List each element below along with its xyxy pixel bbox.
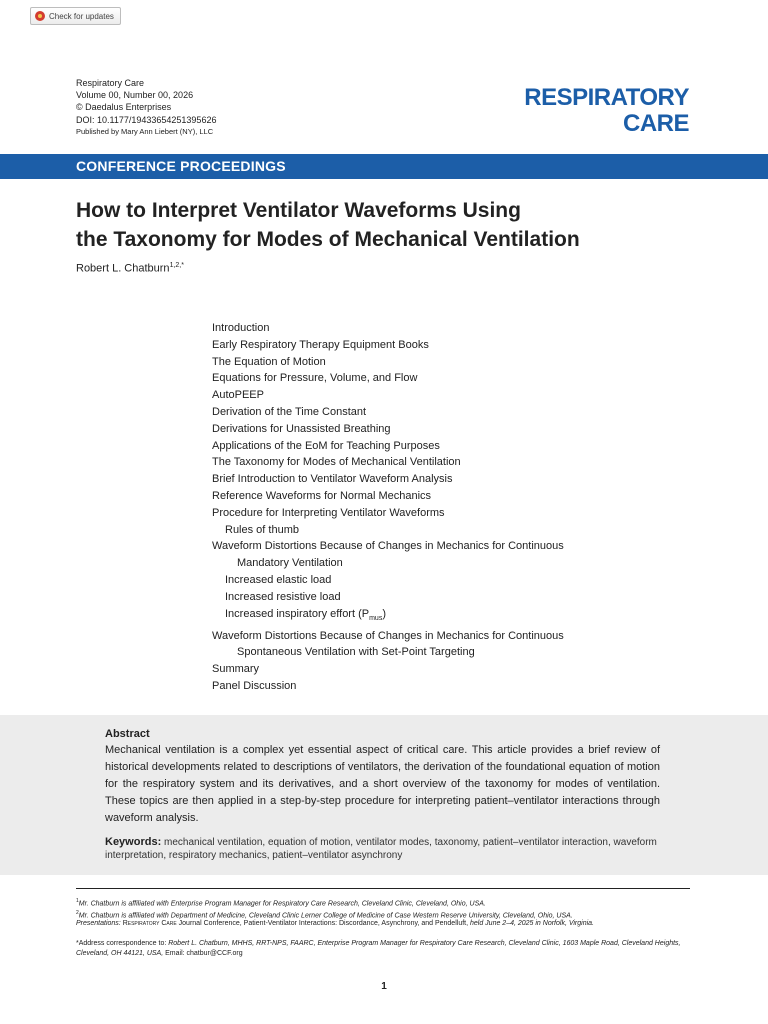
presentation-note	[76, 919, 706, 929]
crossmark-icon	[35, 11, 45, 21]
section-label: CONFERENCE PROCEEDINGS	[76, 158, 286, 174]
toc-subitem-close: )	[382, 607, 386, 620]
logo-line-1: RESPIRATORY	[524, 84, 689, 111]
author-affiliation: 1,2,*	[169, 262, 184, 269]
toc-item[interactable]: Derivations for Unassisted Breathing	[212, 422, 391, 435]
author-name[interactable]: Robert L. Chatburn	[76, 262, 170, 275]
toc-subitem[interactable]: Rules of thumb	[225, 523, 299, 536]
toc-item[interactable]: Applications of the EoM for Teaching Purposes	[212, 439, 440, 452]
author-line	[76, 262, 184, 275]
abstract-text: Mechanical ventilation is a complex yet essential aspect of critical care. This article provides a brief review of historical developments related to descriptions of ventilators, the derivation of the foundational equation of motion for the respiratory system and its derivatives, and a short overview of the taxonomy for modes of ventilation. These topics are then applied in a step-by-step procedure for interpreting patient–ventilator interactions through waveform analysis.	[105, 744, 660, 824]
copyright: © Daedalus Enterprises	[76, 102, 172, 113]
toc-item[interactable]: Introduction	[212, 322, 270, 334]
toc-item[interactable]: Early Respiratory Therapy Equipment Books	[212, 338, 429, 351]
table-of-contents	[212, 320, 564, 695]
publisher: Published by Mary Ann Liebert (NY), LLC	[76, 126, 214, 136]
footnote-1-text: Mr. Chatburn is affiliated with Enterprise Program Manager for Respiratory Care Research, Cleveland Clinic, Cleveland, Ohio, USA.	[78, 900, 486, 908]
toc-item[interactable]: Summary	[212, 663, 260, 676]
toc-subitem-pmus[interactable]	[212, 606, 564, 628]
correspondence-prefix: *Address correspondence to:	[76, 940, 169, 947]
toc-item[interactable]: AutoPEEP	[212, 389, 264, 402]
logo-line-2: CARE	[622, 110, 689, 137]
footnote-2-text: Mr. Chatburn is affiliated with Department of Medicine, Cleveland Clinic Lerner College of Medicine of Case Western Reserve University, Cleveland, Ohio, USA.	[78, 912, 573, 920]
correspondence-note	[76, 939, 706, 960]
abstract-heading: Abstract	[105, 728, 150, 740]
toc-item-continuation[interactable]: Mandatory Ventilation	[237, 557, 343, 570]
page-number: 1	[381, 981, 387, 992]
presentation-journal: Respiratory Care	[122, 920, 177, 927]
journal-volume: Volume 00, Number 00, 2026	[76, 90, 194, 101]
toc-subitem[interactable]: Increased elastic load	[225, 573, 332, 586]
toc-item[interactable]: Brief Introduction to Ventilator Waveform Analysis	[212, 473, 453, 486]
presentation-title: Patient-Ventilator Interactions: Discordance, Asynchrony, and Pendelluft,	[243, 920, 469, 927]
keywords	[105, 836, 675, 862]
footnote-1-mark: 1	[76, 898, 79, 904]
toc-item[interactable]: Derivation of the Time Constant	[212, 405, 367, 418]
title-line-1: How to Interpret Ventilator Waveforms Using	[76, 199, 521, 222]
presentation-post: held June 2–4, 2025 in Norfolk, Virginia.	[468, 920, 594, 927]
toc-item[interactable]: Panel Discussion	[212, 679, 297, 692]
toc-subitem[interactable]: Increased resistive load	[225, 590, 341, 603]
keywords-label: Keywords:	[105, 836, 162, 848]
toc-item[interactable]: The Taxonomy for Modes of Mechanical Ventilation	[212, 456, 461, 469]
check-for-updates-button[interactable]	[30, 7, 121, 25]
correspondence-text: Robert L. Chatburn, MHHS, RRT-NPS, FAARC, Enterprise Program Manager for Respiratory Care Research, Cleveland Clinic, 1603 Maple Road, Cleveland Heights, Cleveland, OH 44121, USA,	[76, 940, 681, 958]
toc-item[interactable]: Waveform Distortions Because of Changes in Mechanics for Continuous	[212, 540, 564, 553]
section-banner	[0, 154, 768, 179]
journal-meta	[76, 77, 216, 138]
presentation-mid: Journal Conference,	[176, 920, 244, 927]
title-line-2: the Taxonomy for Modes of Mechanical Ventilation	[76, 228, 580, 251]
doi[interactable]: DOI: 10.1177/19433654251395626	[76, 114, 217, 125]
keywords-list: mechanical ventilation, equation of motion, ventilator modes, taxonomy, patient–ventilator interaction, waveform interpretation, respiratory mechanics, patient–ventilator asynchrony	[105, 837, 657, 861]
article-title	[76, 196, 716, 254]
toc-item-continuation[interactable]: Spontaneous Ventilation with Set-Point Targeting	[237, 646, 475, 659]
toc-subitem-text: Increased inspiratory effort (P	[225, 607, 370, 620]
journal-name: Respiratory Care	[76, 78, 145, 88]
toc-item[interactable]: Equations for Pressure, Volume, and Flow	[212, 372, 418, 385]
check-for-updates-label: Check for updates	[49, 11, 114, 21]
journal-logo	[524, 85, 689, 137]
subscript-mus: mus	[369, 614, 383, 622]
toc-item[interactable]: Waveform Distortions Because of Changes in Mechanics for Continuous	[212, 629, 564, 642]
footnote-2-mark: 2	[76, 910, 79, 916]
correspondence-email[interactable]: Email: chatbur@CCF.org	[163, 950, 243, 958]
toc-item[interactable]: Procedure for Interpreting Ventilator Waveforms	[212, 506, 445, 519]
toc-item[interactable]: The Equation of Motion	[212, 355, 326, 368]
footnote-divider	[76, 888, 690, 889]
toc-item[interactable]: Reference Waveforms for Normal Mechanics	[212, 489, 432, 502]
presentation-prefix: Presentations:	[76, 920, 123, 927]
